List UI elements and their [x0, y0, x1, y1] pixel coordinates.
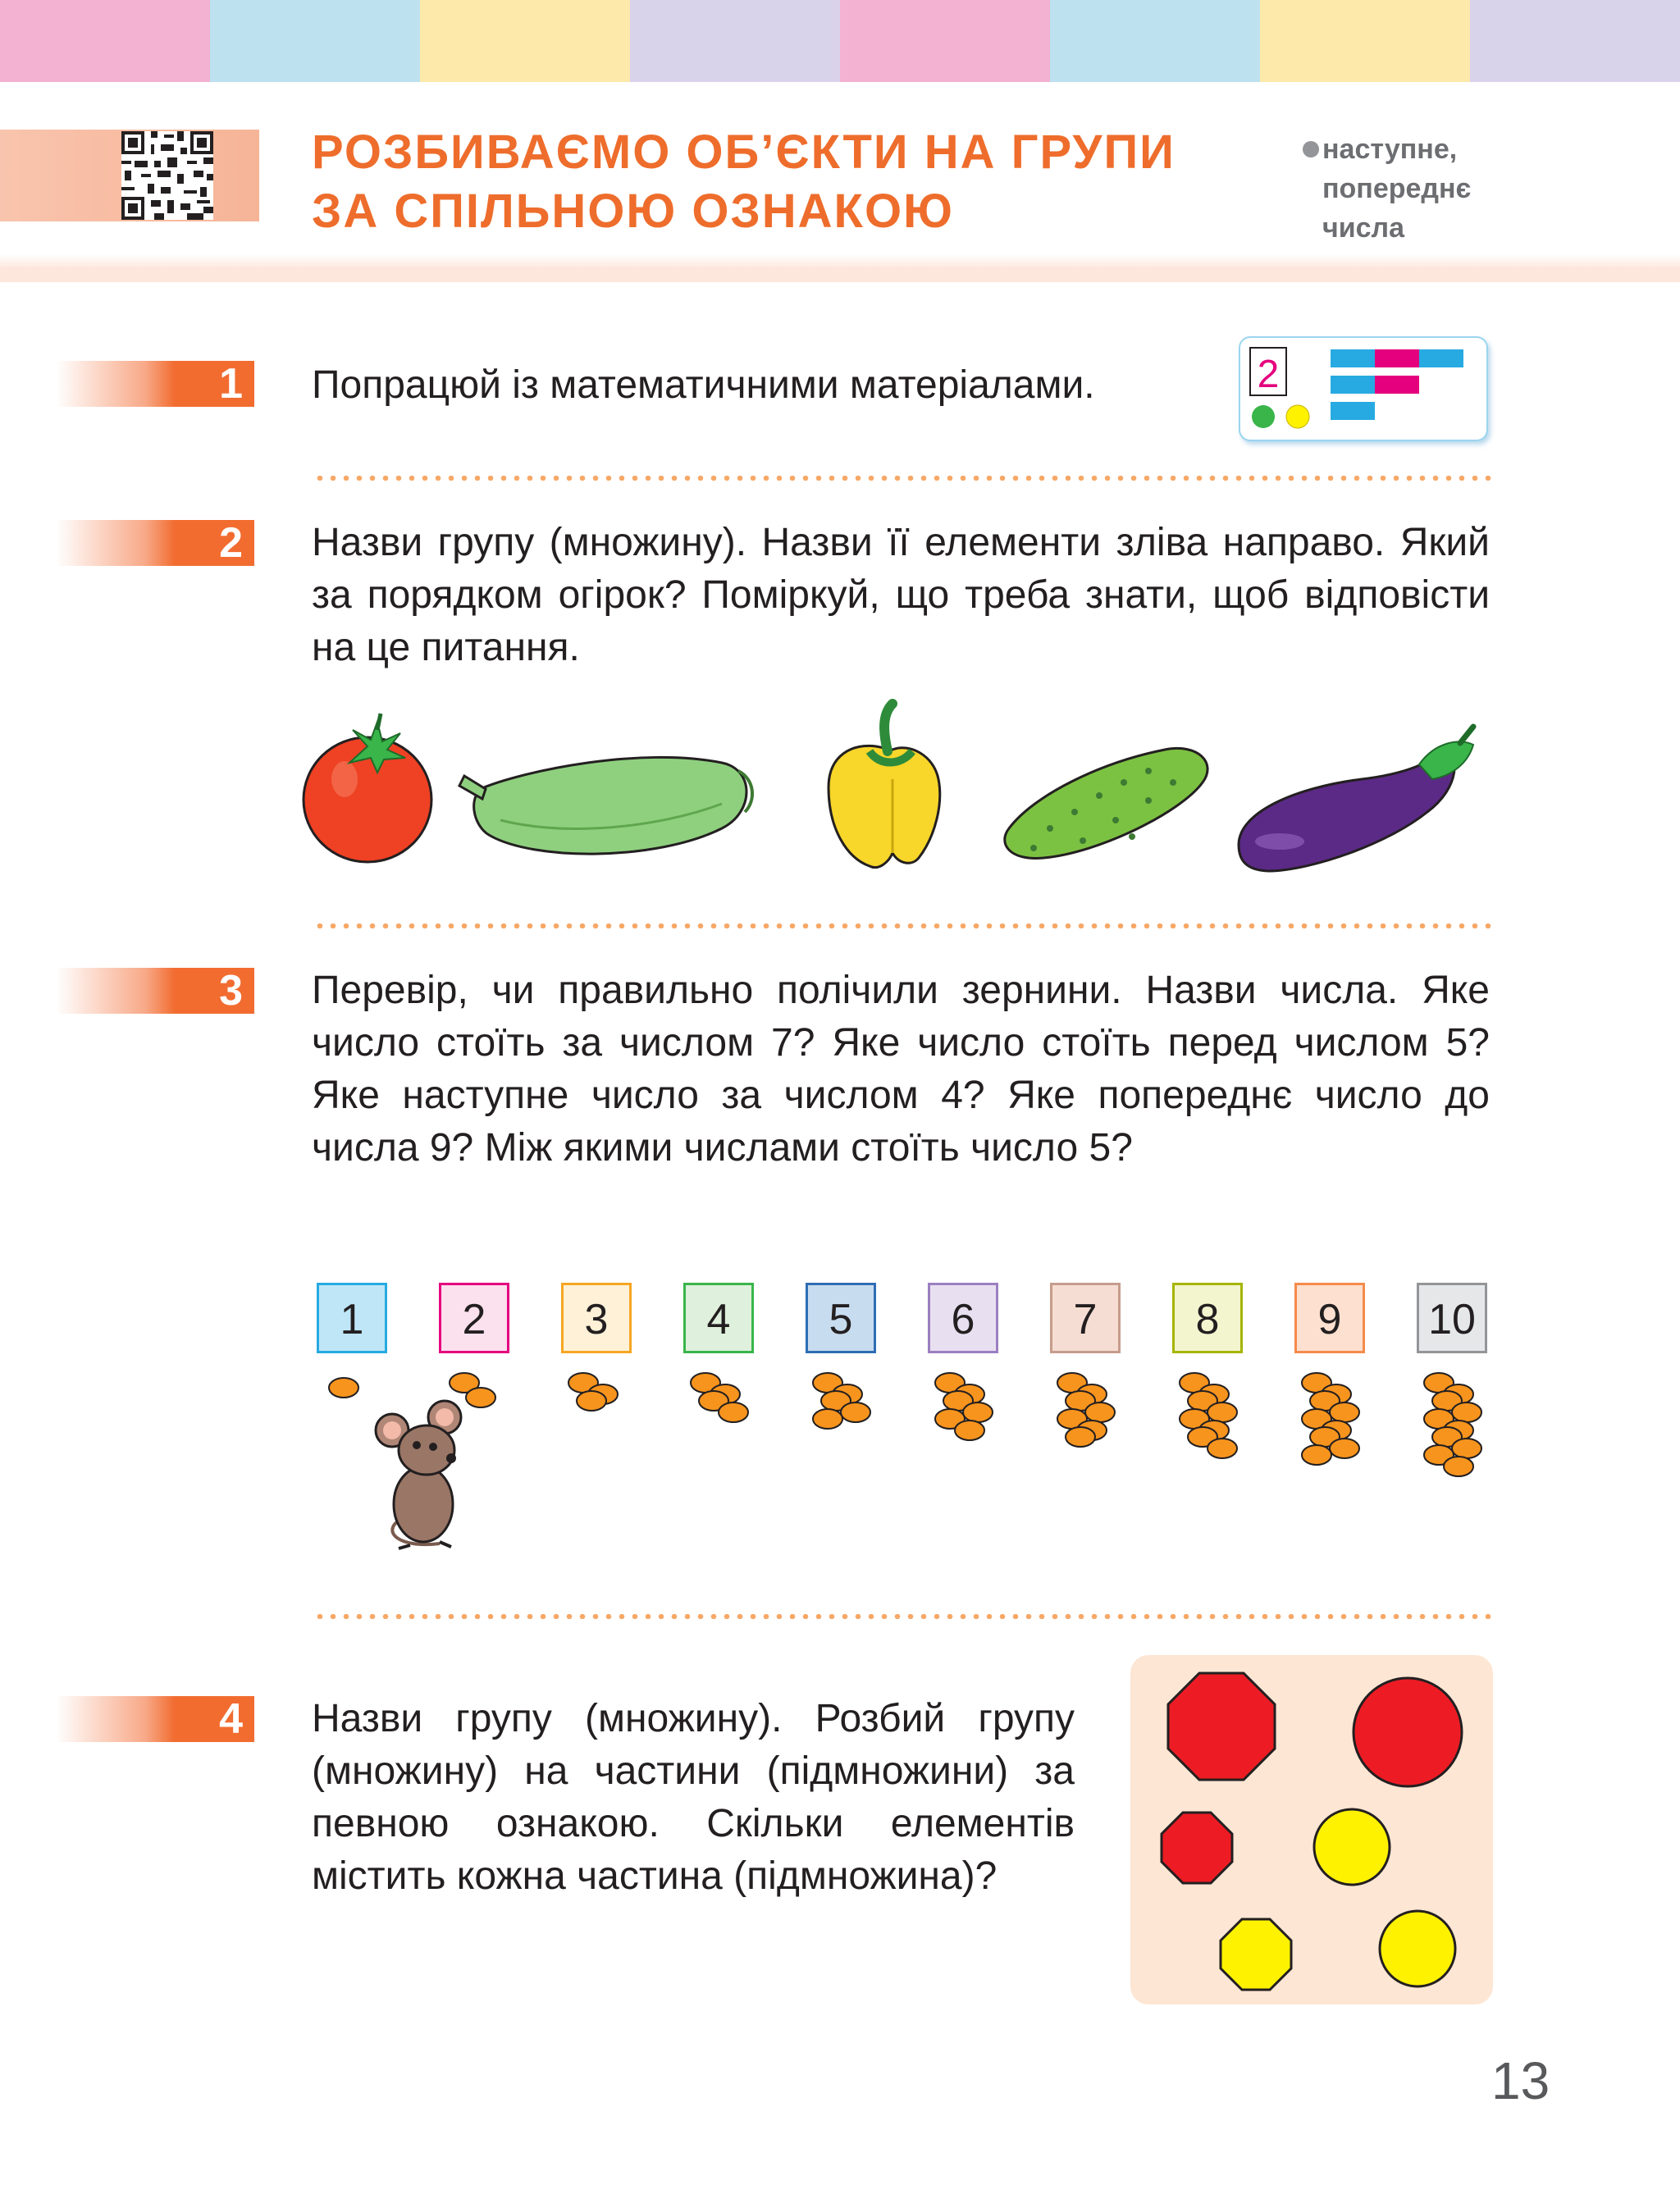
tag-numbers: числа: [1322, 212, 1405, 244]
task-number: 4: [219, 1695, 243, 1743]
tag-next: наступне,: [1322, 134, 1458, 165]
topic-tags: [1322, 130, 1471, 248]
seed: [329, 1378, 358, 1398]
number-box: 2: [439, 1283, 509, 1353]
small-yellow-octagon: [1221, 1919, 1291, 1990]
title-line-2: ЗА СПІЛЬНОЮ ОЗНАКОЮ: [312, 185, 954, 238]
number-box: 5: [806, 1283, 876, 1353]
stripe-yellow: [420, 0, 630, 82]
seed: [1444, 1457, 1473, 1476]
seed: [1085, 1402, 1115, 1422]
page-number: 13: [1491, 2051, 1550, 2110]
number-row: [317, 1283, 1490, 1361]
number-box: 1: [317, 1283, 387, 1353]
eggplant-icon: [1239, 727, 1473, 871]
small-red-octagon: [1162, 1813, 1232, 1883]
seed: [1452, 1439, 1481, 1458]
vegetables-row: [295, 697, 1493, 886]
task-number: 3: [219, 967, 243, 1015]
seeds-area: [317, 1365, 1490, 1578]
big-red-circle: [1354, 1678, 1462, 1786]
task-number: 1: [219, 360, 243, 408]
seed: [1208, 1402, 1237, 1422]
task-number-tab: [56, 361, 254, 407]
seed: [1208, 1439, 1237, 1458]
seed: [955, 1421, 984, 1440]
header-divider: [0, 267, 1680, 282]
bell-pepper-icon: [829, 704, 940, 868]
small-yellow-circle: [1380, 1911, 1455, 1986]
dotted-separator: [313, 1614, 1491, 1619]
task-4-text: Назви групу (множину). Розбий групу (множину) на частини (підмножини) за певною ознакою. Скільки елементів містить кожна частина (підмножина)?: [312, 1697, 1075, 1898]
task-number: 2: [219, 519, 243, 567]
shapes-panel: [1130, 1655, 1493, 2004]
seed: [963, 1402, 993, 1422]
stripe-pink: [0, 0, 210, 82]
top-color-stripes: [0, 0, 1680, 82]
stripe-blue: [210, 0, 420, 82]
number-box: 7: [1050, 1283, 1121, 1353]
qr-code-icon[interactable]: [121, 131, 213, 220]
page-title: [312, 123, 1214, 241]
dotted-separator: [313, 924, 1491, 928]
task-1-text: Попрацюй із математичними матеріалами.: [312, 363, 1095, 407]
seed: [466, 1388, 495, 1407]
task-3-text: Перевір, чи правильно полічили зернини. Назви числа. Яке число стоїть за числом 7? Яке число стоїть перед числом 5? Яке наступне число за числом 4? Яке попереднє число до числа 9? Між якими числами стоїть число 5?: [312, 969, 1490, 1170]
task-number-tab: [56, 520, 254, 566]
seed: [577, 1391, 606, 1411]
seed: [719, 1402, 748, 1422]
seed: [1330, 1402, 1359, 1422]
cucumber-icon: [1005, 748, 1208, 858]
number-box: 8: [1172, 1283, 1243, 1353]
big-red-octagon: [1168, 1673, 1275, 1780]
stripe-lilac: [1470, 0, 1680, 82]
seed: [813, 1409, 842, 1429]
task-number-tab: [56, 1696, 254, 1742]
seed: [1302, 1445, 1331, 1465]
seed: [1330, 1439, 1359, 1458]
number-box: 9: [1294, 1283, 1365, 1353]
stripe-yellow: [1260, 0, 1470, 82]
title-line-1: РОЗБИВАЄМО ОБ’ЄКТИ НА ГРУПИ: [312, 125, 1176, 179]
stripe-lilac: [630, 0, 840, 82]
stripe-pink: [840, 0, 1050, 82]
number-box: 6: [928, 1283, 998, 1353]
mouse-icon: [376, 1401, 461, 1548]
tomato-icon: [304, 714, 431, 862]
number-box: 10: [1417, 1283, 1487, 1353]
card-number: 2: [1257, 353, 1280, 396]
seed: [1452, 1402, 1481, 1422]
bullet-icon: [1303, 141, 1319, 157]
task-2-text: Назви групу (множину). Назви її елементи зліва направо. Який за порядком огірок? Поміркуй, що треба знати, щоб відповісти на це питання.: [312, 521, 1490, 669]
seed: [841, 1402, 870, 1422]
dotted-separator: [313, 476, 1491, 481]
number-box: 3: [561, 1283, 632, 1353]
tag-previous: попереднє: [1322, 173, 1472, 204]
small-yellow-circle: [1314, 1809, 1390, 1885]
number-box: 4: [683, 1283, 754, 1353]
task-number-tab: [56, 968, 254, 1014]
math-materials-icon: [1239, 336, 1488, 441]
seed: [1066, 1427, 1095, 1447]
zucchini-icon: [459, 757, 752, 854]
stripe-blue: [1050, 0, 1260, 82]
